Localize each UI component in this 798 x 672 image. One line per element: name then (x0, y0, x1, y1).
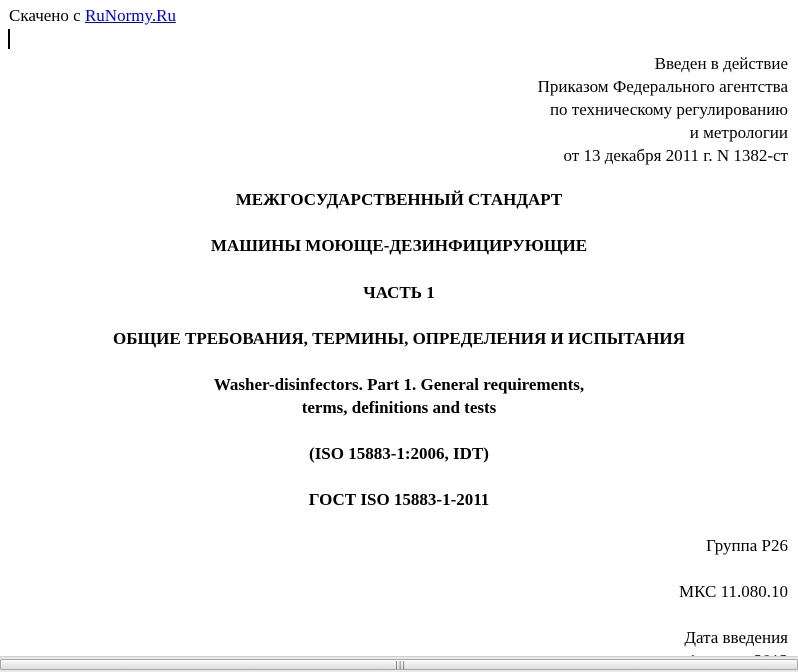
grip-icon: ||| (395, 660, 407, 669)
subtitle-heading: ОБЩИЕ ТРЕБОВАНИЯ, ТЕРМИНЫ, ОПРЕДЕЛЕНИЯ И ИСПЫТАНИЯ (113, 329, 685, 348)
enacted-line: Введен в действие (654, 54, 788, 73)
enacted-line: и метрологии (689, 123, 788, 142)
english-title-line-1: Washer-disinfectors. Part 1. General requirements, (213, 375, 585, 394)
english-title-line-2: terms, definitions and tests (301, 398, 497, 417)
group-code: Группа Р26 (706, 536, 788, 555)
standard-type-heading: МЕЖГОСУДАРСТВЕННЫЙ СТАНДАРТ (235, 190, 563, 209)
horizontal-scrollbar[interactable] (0, 656, 798, 672)
gost-designation: ГОСТ ISO 15883-1-2011 (308, 490, 490, 509)
text-caret (8, 29, 10, 49)
standard-name-heading: МАШИНЫ МОЮЩЕ-ДЕЗИНФИЦИРУЮЩИЕ (210, 236, 588, 255)
enacted-line: от 13 декабря 2011 г. N 1382-ст (563, 146, 788, 165)
part-heading: ЧАСТЬ 1 (363, 283, 435, 302)
source-line (9, 6, 176, 26)
runormy-link[interactable]: RuNormy.Ru (84, 6, 176, 25)
mks-code: МКС 11.080.10 (679, 582, 788, 601)
enacted-line: Приказом Федерального агентства (537, 77, 788, 96)
source-prefix: Скачено с (9, 6, 85, 25)
enacted-line: по техническому регулированию (549, 100, 788, 119)
enactment-block (538, 52, 788, 167)
intro-date-label: Дата введения (684, 628, 788, 647)
scrollbar-thumb[interactable] (0, 659, 798, 670)
iso-reference: (ISO 15883-1:2006, IDT) (309, 444, 489, 463)
